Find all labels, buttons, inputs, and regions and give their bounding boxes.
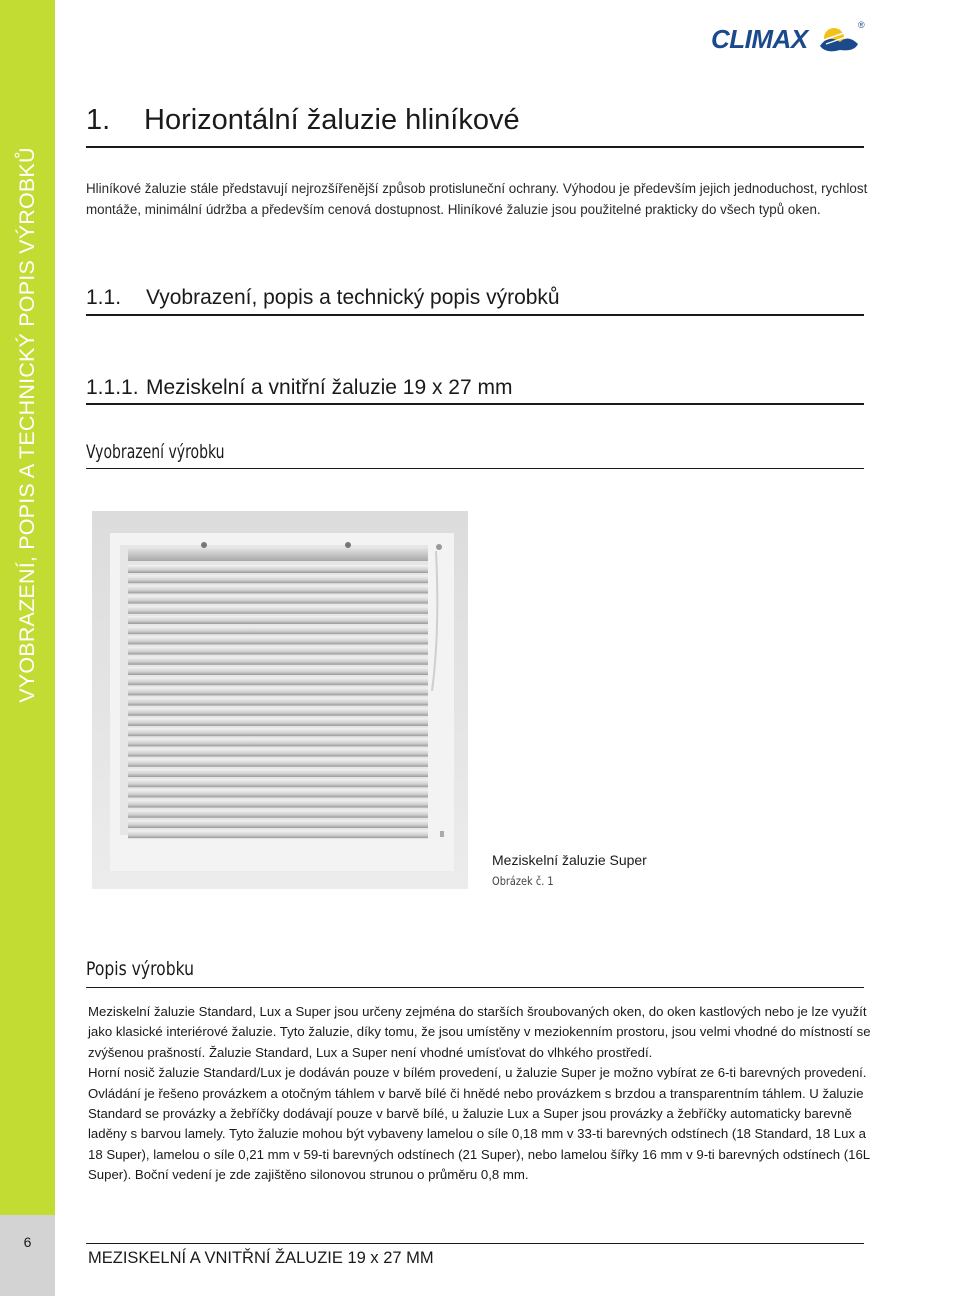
blind-slat [128,749,428,757]
blind-photo [92,511,468,889]
divider [86,468,864,469]
description-paragraph: Meziskelní žaluzie Standard, Lux a Super jsou určeny zejména do starších šroubovaných oken, do oken kastlových nebo je lze využít jako klasické interiérové žaluzie. Tyto žaluzie, díky tomu, že jsou umístěny v meziokenním prostoru, jsou velmi vhodné do místností se zvýšenou prašností. Žaluzie Standard, Lux a Super není vhodné umísťovat do vlhkého prostředí. [88,1004,871,1060]
blind-slat [128,820,428,828]
blind-slat [128,677,428,685]
blind-slat [128,585,428,593]
section-heading [86,100,866,140]
blind-slat [128,596,428,604]
description-paragraph: Horní nosič žaluzie Standard/Lux je dodáván pouze v bílém provedení, u žaluzie Super je možno vybírat ze 6-ti barevných provedení. Ovládání je řešeno provázkem a otočným táhlem v barvě bílé či hnědé nebo provázkem s brzdou a transparentním táhlem. U žaluzie Standard se provázky a žebříčky dodávají pouze v barvě bílé, u žaluzie Lux a Super jsou provázky a žebříčky automaticky barevně laděny s barvou lamely. Tyto žaluzie mohou být vybaveny lamelou o síle 0,18 mm v 33-ti barevných odstínech (18 Standard, 18 Lux a 18 Super), lamelou o síle 0,21 mm v 59-ti barevných odstínech (21 Super), nebo lamelou šířky 16 mm v 9-ti barevných odstínech (16L Super). Boční vedení je zde zajištěno silonovou strunou o průměru 0,8 mm. [88,1065,870,1183]
figure-caption: Meziskelní žaluzie Super [492,852,647,868]
blind-slat [128,789,428,797]
blind-slat [128,759,428,767]
subsubsection-heading [86,375,512,401]
blind-slat [128,667,428,675]
section-number: 1. [86,104,111,136]
blind-slat [128,779,428,787]
intro-paragraph: Hliníkové žaluzie stále představují nejrozšířenější způsob protisluneční ochrany. Výhodou je především jejich jednoduchost, rychlost montáže, minimální údržba a především cenová dostupnost. Hliníkové žaluzie jsou použitelné prakticky do všech typů oken. [86,181,868,217]
blind-slat [128,728,428,736]
blind-slat [128,698,428,706]
footer-divider [86,1243,864,1244]
figure-label: Obrázek č. 1 [492,874,554,888]
section-title: Horizontální žaluzie hliníkové [144,104,520,136]
divider [86,314,864,316]
blind-slat [128,810,428,818]
blind-slat [128,738,428,746]
description-body [88,1002,872,1186]
subsubsection-title: Meziskelní a vnitřní žaluzie 19 x 27 mm [146,376,513,399]
blind-slat [128,830,428,838]
blind-slat [128,769,428,777]
blind-slat [128,575,428,583]
blind-slat [128,647,428,655]
blind-slat [128,616,428,624]
subsubsection-number: 1.1.1. [86,376,139,399]
description-heading: Popis výrobku [86,958,195,980]
blind-slat [128,565,428,573]
blind-slat [128,606,428,614]
registered-mark: ® [858,20,865,30]
blind-slat [128,800,428,808]
page-number: 6 [23,1234,32,1250]
subsection-title: Vyobrazení, popis a technický popis výrobků [146,286,560,309]
image-heading: Vyobrazení výrobku [86,441,225,463]
sidebar-band [0,0,55,1296]
sidebar-title: VYOBRAZENÍ, POPIS A TECHNICKÝ POPIS VÝROBKŮ [15,147,39,703]
blind-slat [128,636,428,644]
subsection-number: 1.1. [86,286,122,309]
divider [86,987,864,988]
footer-title: MEZISKELNÍ A VNITŘNÍ ŽALUZIE 19 x 27 MM [88,1249,434,1267]
blind-slat [128,657,428,665]
blind-slat [128,626,428,634]
divider [86,146,864,148]
divider [86,403,864,405]
subsection-heading [86,285,560,311]
climax-logo [708,18,868,58]
blind-slat [128,718,428,726]
blind-slat [128,708,428,716]
blind-slat [128,687,428,695]
logo-text: CLIMAX [711,24,808,54]
